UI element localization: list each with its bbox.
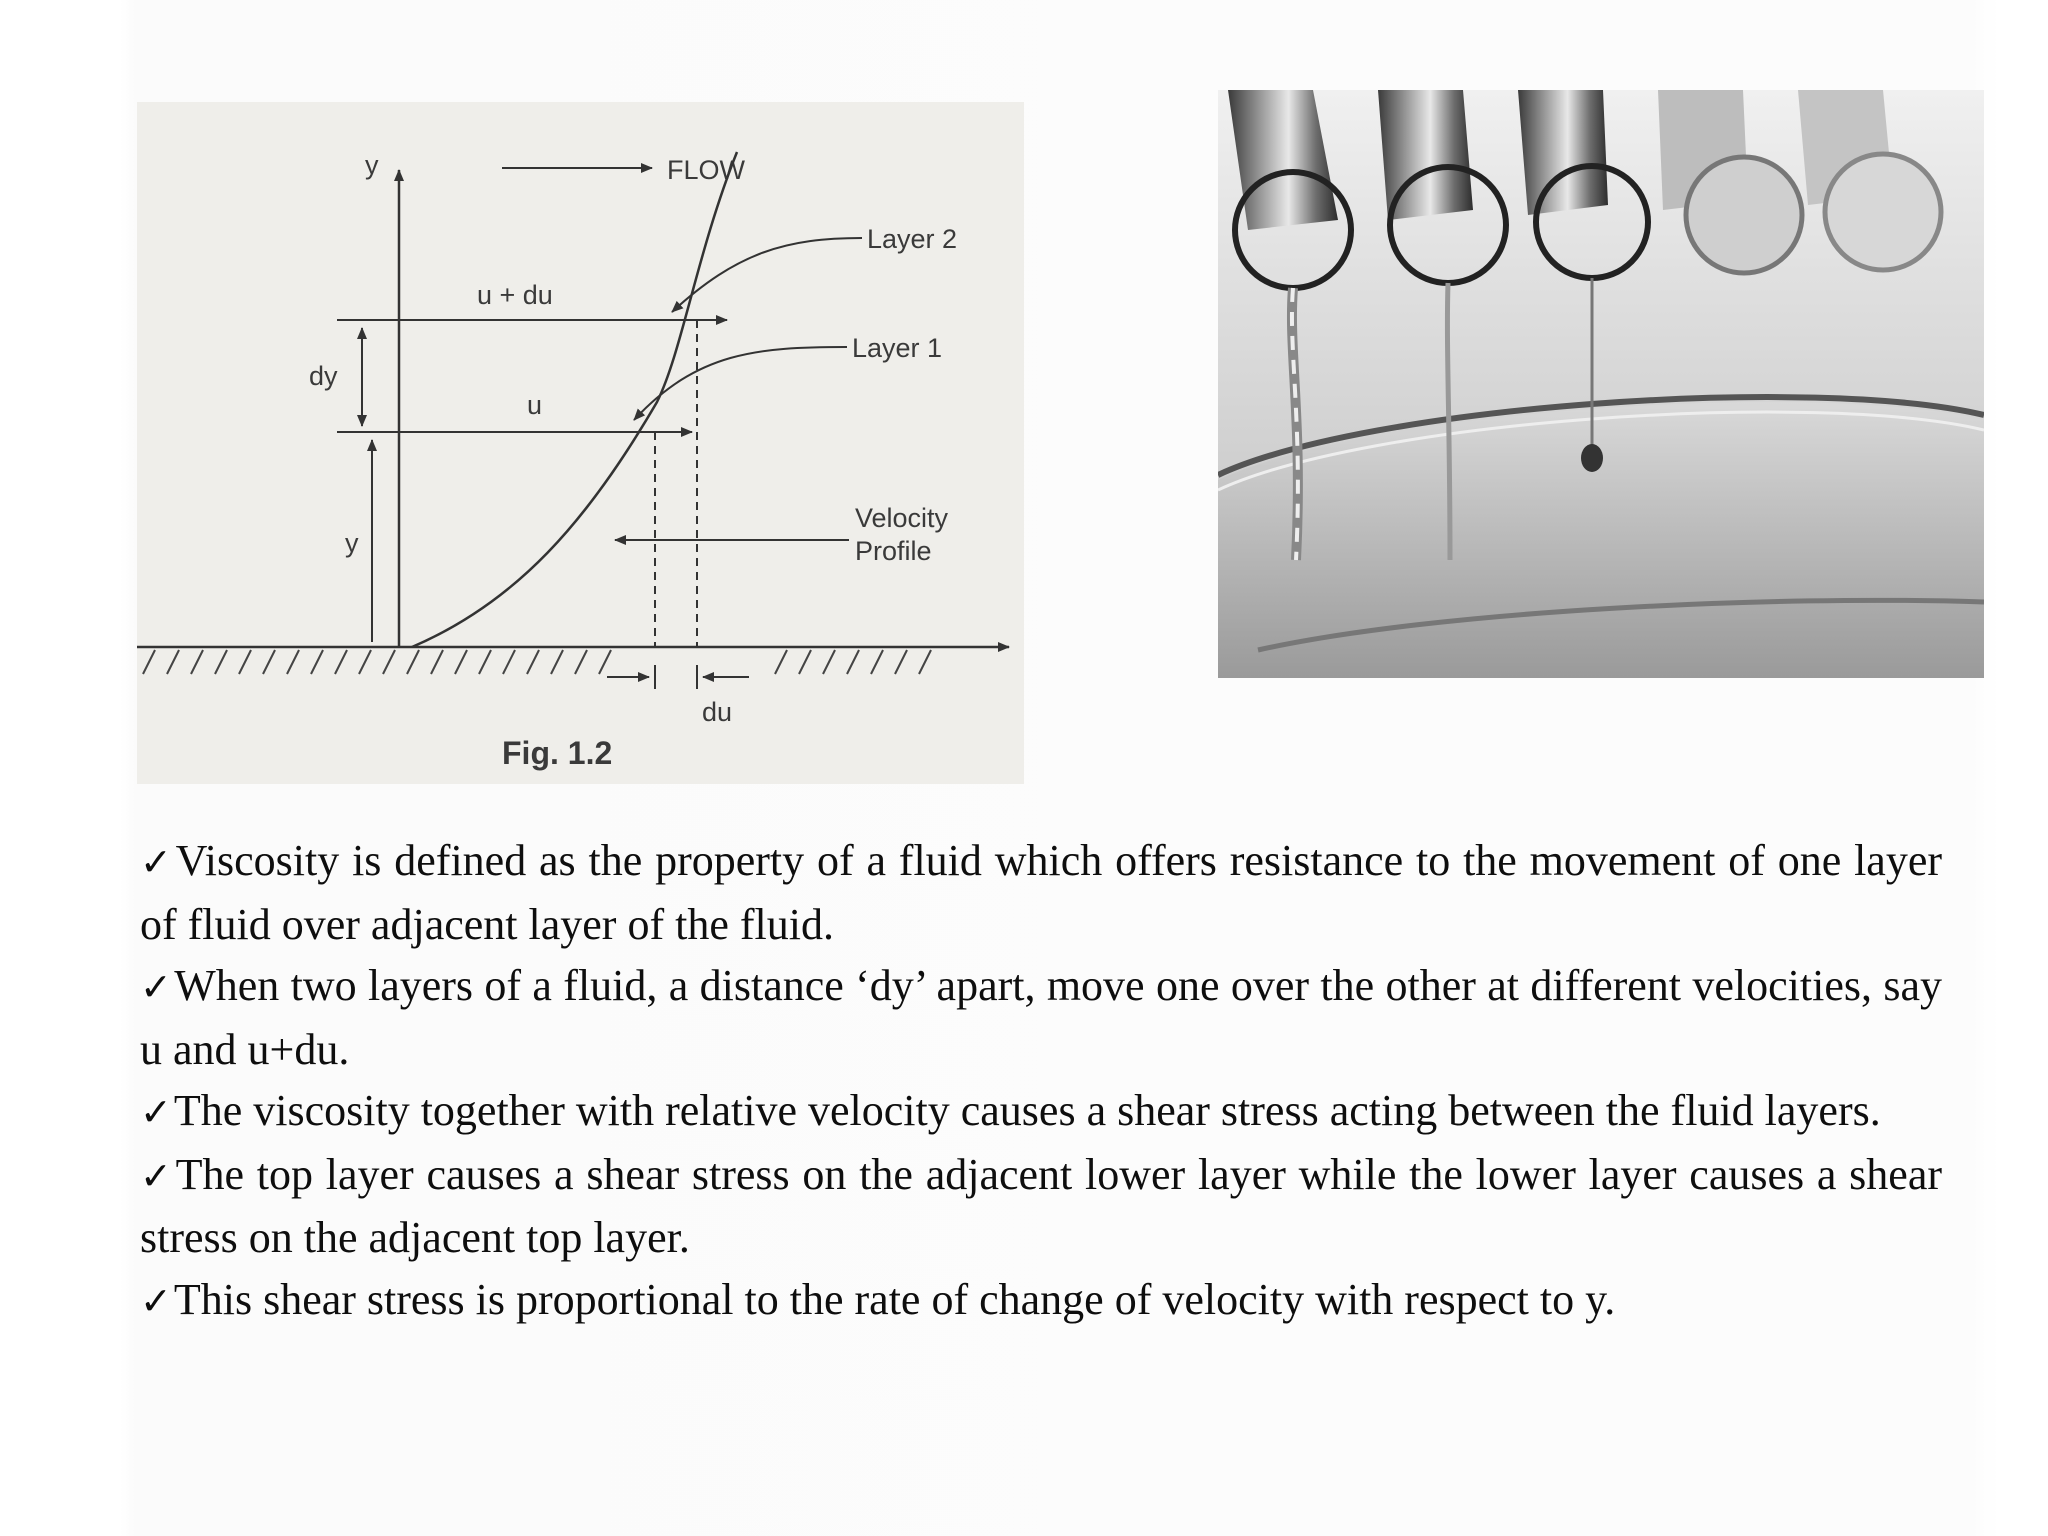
bullet-text: The viscosity together with relative velocity causes a shear stress acting between the fluid layers. <box>173 1086 1881 1135</box>
velocity-profile-diagram <box>137 102 1024 784</box>
u-label: u <box>527 390 543 420</box>
check-icon: ✓ <box>140 1153 174 1198</box>
viscosity-photo <box>1218 90 1984 678</box>
check-icon: ✓ <box>140 1090 172 1134</box>
u-du-label: u + du <box>477 280 553 310</box>
bullet-text: Viscosity is defined as the property of a fluid which offers resistance to the movement of one layer of fluid over adjacent layer of the fluid. <box>140 836 1942 949</box>
velocity-profile-label-line1: Velocity <box>855 503 949 533</box>
bullet-text: This shear stress is proportional to the rate of change of velocity with respect to y. <box>173 1274 1616 1324</box>
drop <box>1581 444 1603 472</box>
layer2-label: Layer 2 <box>867 224 958 254</box>
bullet-text: When two layers of a fluid, a distance ‘dy’ apart, move one over the other at different velocities, say u and u+du. <box>140 961 1943 1074</box>
figure-caption: Fig. 1.2 <box>502 735 613 771</box>
bullet-item <box>140 1080 1942 1144</box>
viscosity-photo-illustration <box>1218 90 1984 678</box>
bullet-item <box>140 955 1942 1080</box>
definition-bullets <box>140 830 1942 1332</box>
bullet-text: The top layer causes a shear stress on the adjacent lower layer while the lower layer causes a shear stress on the adjacent top layer. <box>140 1149 1942 1262</box>
check-icon: ✓ <box>140 1278 172 1323</box>
y-axis-label: y <box>365 150 379 180</box>
bullet-item <box>140 830 1942 955</box>
flow-label: FLOW <box>667 155 745 185</box>
layer1-label: Layer 1 <box>852 333 943 363</box>
velocity-profile-figure <box>137 102 1024 784</box>
du-label: du <box>702 697 733 727</box>
check-icon: ✓ <box>140 965 173 1009</box>
check-icon: ✓ <box>140 840 174 884</box>
bullet-item <box>140 1144 1942 1269</box>
figure-background <box>137 102 1024 784</box>
dy-label: dy <box>309 361 338 391</box>
bullet-item <box>140 1269 1942 1333</box>
y-height-label: y <box>345 528 359 558</box>
velocity-profile-label-line2: Profile <box>855 536 932 566</box>
